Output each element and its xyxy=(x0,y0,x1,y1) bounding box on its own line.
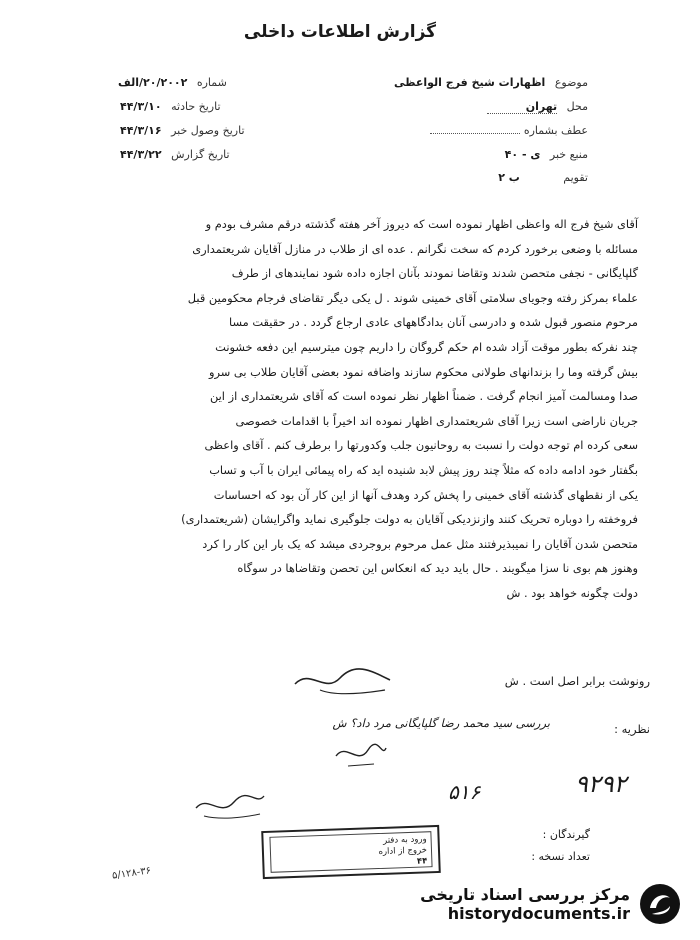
body-line: چند نفرکه بطور موقت آزاد شده ام حکم گروگان را داریم چون میترسیم این دفعه خشونت xyxy=(215,339,638,354)
body-line: فروخفته را دوباره تحریک کنند وازنزدیکی آقایان به دولت جلوگیری نماید واگرایشان (شریعتمداری) xyxy=(181,512,638,527)
source-row xyxy=(505,148,588,161)
source-label: منبع خبر xyxy=(549,148,588,161)
number-row xyxy=(118,76,227,89)
archive-logo-icon xyxy=(638,882,682,926)
subject-value: اظهارات شیخ فرج الواعظی xyxy=(394,76,546,89)
handwritten-number-1: ۹۲۹۲ xyxy=(575,770,627,798)
registry-stamp xyxy=(261,825,441,879)
margin-signature xyxy=(190,788,270,822)
opinion-label: نظریه : xyxy=(614,722,650,736)
incident-date-label: تاریخ حادثه xyxy=(171,100,221,113)
body-line: مرحوم منصور قبول شده و دادرسی آنان بدادگاههای عادی ارجاع گردد . در حقیقت مسا xyxy=(228,315,638,330)
body-line: گلپایگانی - نجفی متحصن شدند وتقاضا نمودند بآنان اجازه داده شود نمایندهای از طرف xyxy=(231,266,638,281)
report-date-label: تاریخ گزارش xyxy=(171,148,230,161)
signature-mark xyxy=(290,660,400,700)
ref-label: عطف بشماره xyxy=(523,124,588,137)
incident-date-value: ۴۴/۳/۱۰ xyxy=(120,100,162,113)
stamp-number: ۴۴ xyxy=(416,856,428,867)
watermark-text xyxy=(420,885,630,923)
body-line: صدا ومسالمت آمیز انجام گرفت . ضمناً اظهار نظر نموده است که آقای شریعتمداری از این xyxy=(209,389,638,404)
report-body xyxy=(28,212,638,606)
watermark-fa: مرکز بررسی اسناد تاریخی xyxy=(420,885,630,904)
rating-row xyxy=(498,171,588,184)
receive-date-label: تاریخ وصول خبر xyxy=(171,124,245,137)
ref-dots xyxy=(430,133,520,134)
stamp-line-1: ورود به دفتر xyxy=(382,834,427,846)
copies-label: تعداد نسخه : xyxy=(531,850,590,863)
source-value: ی - ۴۰ xyxy=(504,148,541,161)
body-line: متحصن شدن آقایان را نمیبذیرفتند مثل عمل مرحوم بروجردی میشد که یک بار این کار را کرد xyxy=(202,536,638,551)
number-value: ۲۰/۲۰۰۲/الف xyxy=(118,76,188,89)
initial-mark xyxy=(330,738,390,772)
body-line: بگفتار خود ادامه داده که مثلاً چند روز پیش لابد شنیده اید که راه پیمائی ایران با آب و تساب xyxy=(209,462,638,477)
copy-certification: رونوشت برابر اصل است . ش xyxy=(504,674,650,688)
body-line: بیش گرفته وما را بزندانهای طولانی محکوم سازند واضافه نمود بعضی آقایان طلاب بی سرو xyxy=(208,364,638,379)
place-value: تهران xyxy=(487,100,557,114)
body-line: سعی کرده ام توجه دولت را نسبت به روحانیون جلب وکدورتها را برطرف کنم . آقای واعظی xyxy=(204,438,638,453)
body-line: جریان ناراضی است زیرا آقای شریعتمداری اظهار نموده اند اخیراً با اقدامات خصوصی xyxy=(235,413,638,428)
body-line: علماء بمرکز رفته وجویای سلامتی آقای خمینی شوند . ل یکی دیگر تقاضای فرجام محکومین قبل xyxy=(187,290,638,305)
place-row xyxy=(487,100,588,114)
body-line: آقای شیخ فرج اله واعظی اظهار نموده است که دیروز آخر هفته گذشته درقم مشرف بودم و xyxy=(205,217,638,231)
body-line: مسائله با وضعی برخورد کردم که سخت نگرانم . عده ای از طلاب در منازل آقایان شریعتمداری xyxy=(192,241,638,256)
receive-date-row xyxy=(120,124,245,137)
number-label: شماره xyxy=(196,76,227,89)
report-date-value: ۴۴/۳/۲۲ xyxy=(120,148,162,161)
body-line: دولت چگونه خواهد بود . ش xyxy=(506,585,638,600)
archive-watermark xyxy=(420,882,682,926)
recipients-label: گیرندگان : xyxy=(542,828,590,841)
subject-label: موضوع xyxy=(554,76,588,89)
watermark-en: historydocuments.ir xyxy=(447,904,630,923)
ref-row xyxy=(430,124,588,137)
body-line: یکی از نقطهای گذشته آقای خمینی را پخش کرد وهدف آنها از این کار آن بود که احساسات xyxy=(213,487,638,502)
opinion-note: بررسی سید محمد رضا گلپایگانی مرد داد؟ ش xyxy=(332,716,550,730)
rating-label: تقویم xyxy=(563,171,588,184)
place-label: محل xyxy=(566,100,588,113)
document-title: گزارش اطلاعات داخلی xyxy=(243,22,437,42)
report-date-row xyxy=(120,148,230,161)
receive-date-value: ۴۴/۳/۱۶ xyxy=(120,124,162,137)
subject-row xyxy=(394,76,588,89)
rating-value: ب ۲ xyxy=(498,171,520,184)
stamp-frame xyxy=(269,831,432,873)
stamp-line-2: خروج از اداره xyxy=(378,845,428,858)
handwritten-side-number: ۵/۱۲۸-۳۶ xyxy=(111,865,152,882)
incident-date-row xyxy=(120,100,221,113)
handwritten-number-2: ۵۱۶ xyxy=(448,780,481,804)
body-line: وهنوز هم بوی نا سزا میگویند . حال باید دید که انعکاس این تحصن وتقاضاها در سوگاه xyxy=(237,561,638,576)
